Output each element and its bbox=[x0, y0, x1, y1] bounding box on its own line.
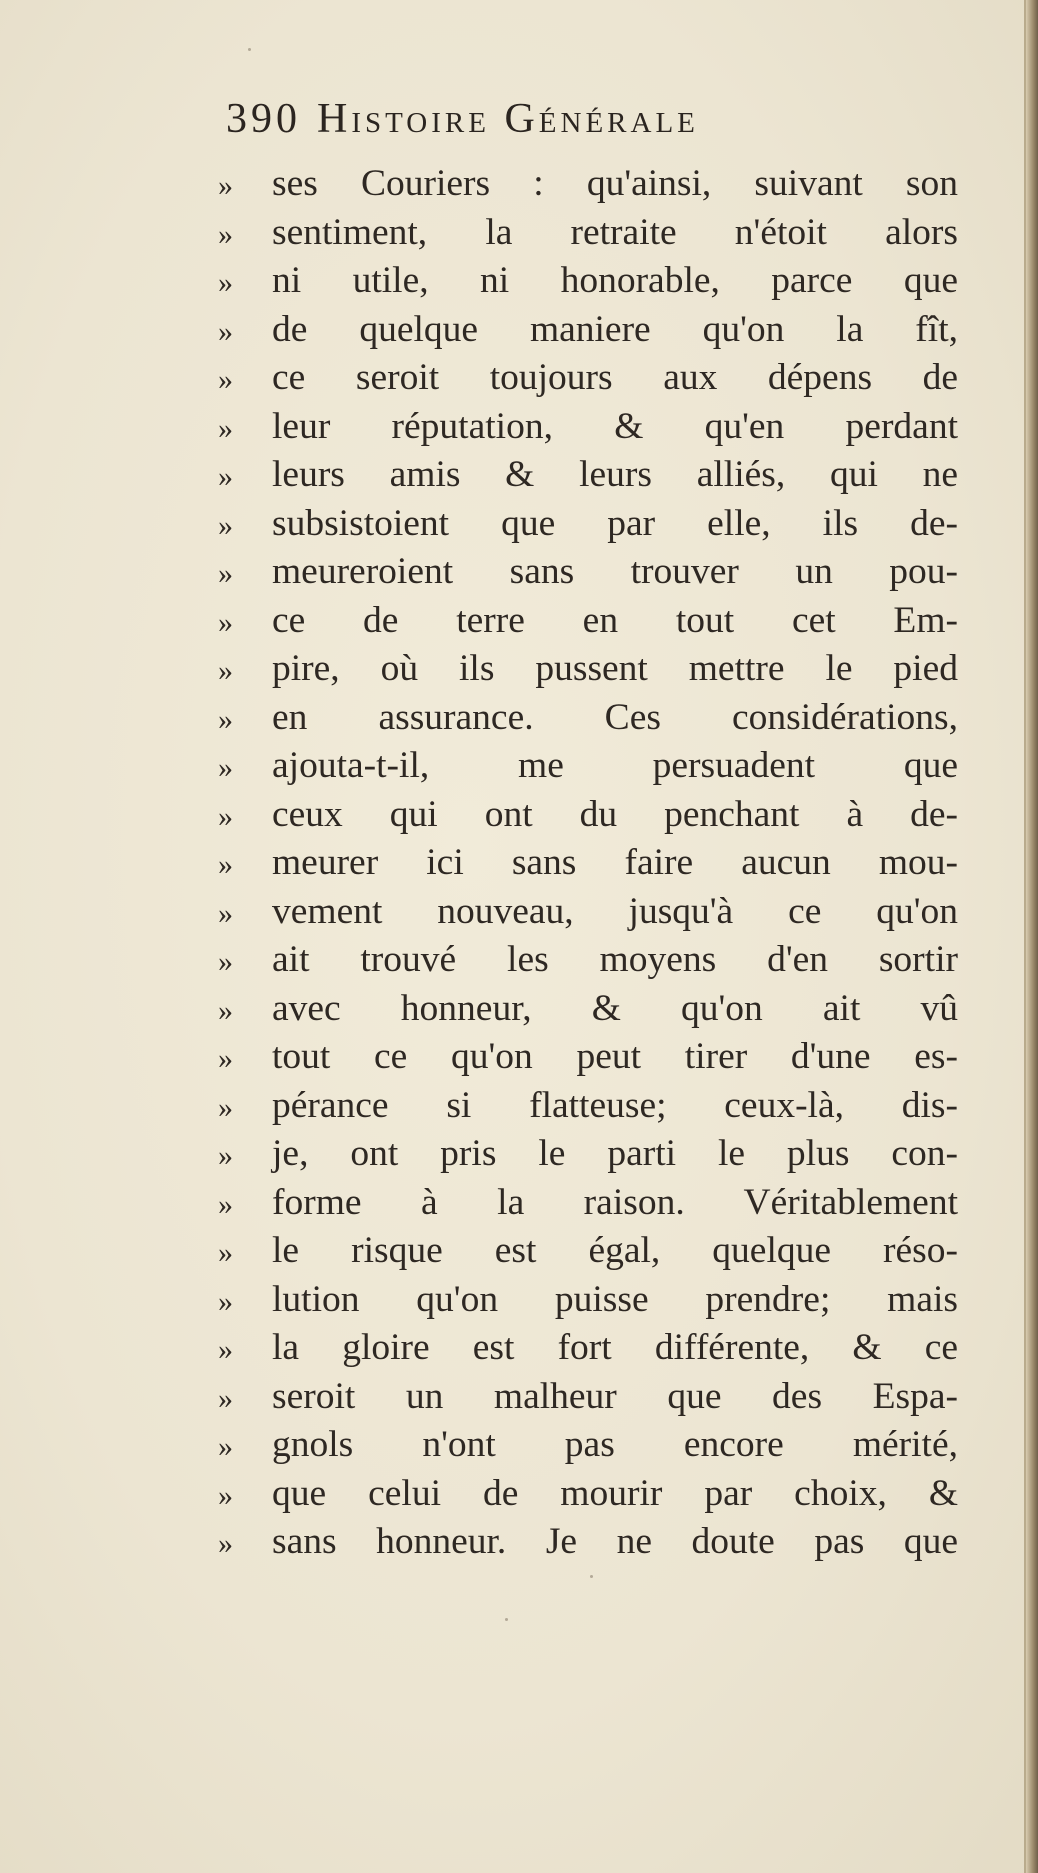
line-text: de quelque maniere qu'on la fît, bbox=[272, 308, 958, 350]
running-header bbox=[226, 95, 926, 143]
quotation-mark: » bbox=[218, 1187, 233, 1221]
quotation-mark: » bbox=[218, 751, 233, 784]
line-text: sans honneur. Je ne doute pas que bbox=[272, 1521, 958, 1562]
text-line bbox=[218, 888, 958, 937]
paper-speck bbox=[590, 1575, 593, 1578]
text-line bbox=[218, 451, 958, 500]
text-line bbox=[218, 209, 958, 258]
text-line bbox=[218, 1324, 958, 1373]
text-line bbox=[218, 548, 958, 597]
line-text: leurs amis & leurs alliés, qui ne bbox=[272, 454, 958, 495]
quotation-mark: » bbox=[218, 848, 233, 881]
quotation-mark: » bbox=[218, 896, 233, 930]
line-text: ses Couriers : qu'ainsi, suivant son bbox=[272, 163, 958, 204]
book-gutter bbox=[1026, 0, 1038, 1873]
line-text: avec honneur, & qu'on ait vû bbox=[272, 987, 958, 1029]
quotation-mark: » bbox=[218, 1381, 233, 1415]
quotation-mark: » bbox=[218, 1236, 233, 1269]
text-line bbox=[218, 1033, 958, 1082]
text-line bbox=[218, 1130, 958, 1179]
line-text: seroit un malheur que des Espa- bbox=[272, 1375, 958, 1417]
line-text: ce seroit toujours aux dépens de bbox=[272, 357, 958, 398]
text-line bbox=[218, 1227, 958, 1276]
line-text: que celui de mourir par choix, & bbox=[272, 1472, 958, 1514]
paper-speck bbox=[505, 1618, 508, 1621]
line-text: ceux qui ont du penchant à de- bbox=[272, 793, 958, 835]
line-text: meureroient sans trouver un pou- bbox=[272, 551, 958, 592]
text-line bbox=[218, 645, 958, 694]
text-line bbox=[218, 1179, 958, 1228]
quotation-mark: » bbox=[218, 654, 233, 687]
line-text: la gloire est fort différente, & ce bbox=[272, 1327, 958, 1368]
text-line bbox=[218, 1470, 958, 1519]
text-line bbox=[218, 791, 958, 840]
quotation-mark: » bbox=[218, 557, 233, 590]
quotation-mark: » bbox=[218, 314, 233, 348]
line-text: gnols n'ont pas encore mérité, bbox=[272, 1424, 958, 1465]
line-text: sentiment, la retraite n'étoit alors bbox=[272, 211, 958, 253]
line-text: lution qu'on puisse prendre; mais bbox=[272, 1278, 958, 1320]
page-number: 390 bbox=[226, 96, 301, 142]
text-line bbox=[218, 1421, 958, 1470]
line-text: tout ce qu'on peut tirer d'une es- bbox=[272, 1036, 958, 1077]
text-line bbox=[218, 1518, 958, 1567]
quotation-mark: » bbox=[218, 993, 233, 1027]
text-line bbox=[218, 257, 958, 306]
quotation-mark: » bbox=[218, 1090, 233, 1124]
quotation-mark: » bbox=[218, 1139, 233, 1172]
quotation-mark: » bbox=[218, 799, 233, 833]
text-line bbox=[218, 1276, 958, 1325]
quotation-mark: » bbox=[218, 945, 233, 978]
text-line bbox=[218, 1082, 958, 1131]
paper-speck bbox=[248, 48, 251, 51]
body-text bbox=[218, 160, 958, 1567]
text-line bbox=[218, 985, 958, 1034]
line-text: meurer ici sans faire aucun mou- bbox=[272, 842, 958, 883]
quotation-mark: » bbox=[218, 217, 233, 251]
line-text: vement nouveau, jusqu'à ce qu'on bbox=[272, 890, 958, 932]
quotation-mark: » bbox=[218, 1478, 233, 1512]
text-line bbox=[218, 403, 958, 452]
text-line bbox=[218, 839, 958, 888]
text-line bbox=[218, 694, 958, 743]
quotation-mark: » bbox=[218, 1430, 233, 1463]
quotation-mark: » bbox=[218, 169, 233, 202]
line-text: subsistoient que par elle, ils de- bbox=[272, 502, 958, 544]
line-text: ait trouvé les moyens d'en sortir bbox=[272, 939, 958, 980]
line-text: ni utile, ni honorable, parce que bbox=[272, 260, 958, 301]
text-line bbox=[218, 597, 958, 646]
running-title: Histoire Générale bbox=[317, 96, 699, 142]
quotation-mark: » bbox=[218, 266, 233, 299]
text-line bbox=[218, 1373, 958, 1422]
text-line bbox=[218, 500, 958, 549]
line-text: pérance si flatteuse; ceux-là, dis- bbox=[272, 1084, 958, 1126]
line-text: je, ont pris le parti le plus con- bbox=[272, 1133, 958, 1174]
quotation-mark: » bbox=[218, 1333, 233, 1366]
line-text: forme à la raison. Véritablement bbox=[272, 1181, 958, 1223]
quotation-mark: » bbox=[218, 1527, 233, 1560]
text-line bbox=[218, 354, 958, 403]
quotation-mark: » bbox=[218, 605, 233, 639]
line-text: le risque est égal, quelque réso- bbox=[272, 1230, 958, 1271]
line-text: en assurance. Ces considérations, bbox=[272, 696, 958, 738]
quotation-mark: » bbox=[218, 460, 233, 493]
text-line bbox=[218, 160, 958, 209]
text-line bbox=[218, 742, 958, 791]
text-line bbox=[218, 306, 958, 355]
text-line bbox=[218, 936, 958, 985]
quotation-mark: » bbox=[218, 363, 233, 396]
quotation-mark: » bbox=[218, 508, 233, 542]
quotation-mark: » bbox=[218, 1284, 233, 1318]
line-text: pire, où ils pussent mettre le pied bbox=[272, 648, 958, 689]
quotation-mark: » bbox=[218, 411, 233, 445]
quotation-mark: » bbox=[218, 702, 233, 736]
line-text: ce de terre en tout cet Em- bbox=[272, 599, 958, 641]
quotation-mark: » bbox=[218, 1042, 233, 1075]
line-text: ajouta-t-il, me persuadent que bbox=[272, 745, 958, 786]
line-text: leur réputation, & qu'en perdant bbox=[272, 405, 958, 447]
